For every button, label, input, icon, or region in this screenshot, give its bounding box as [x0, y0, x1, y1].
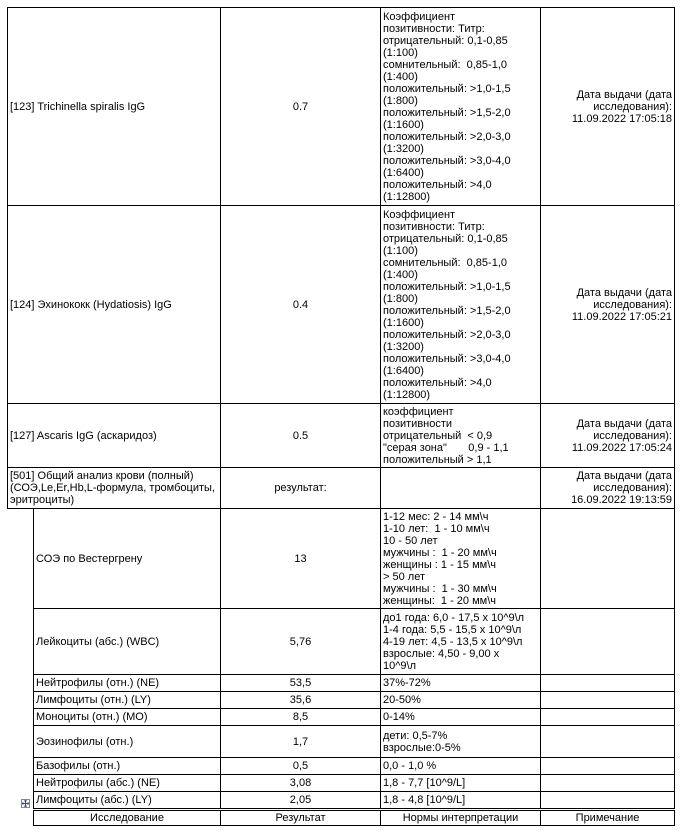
- table-row: [34, 758, 675, 775]
- note-line: исследования):: [593, 298, 672, 311]
- table-row: [34, 775, 675, 792]
- issue-date-note: [541, 692, 675, 709]
- test-name: [123] Trichinella spiralis IgG: [8, 8, 221, 206]
- issue-date-note: [541, 675, 675, 692]
- test-name: Моноциты (отн.) (MO): [34, 709, 221, 726]
- norm-line: отрицательный: 0,1-0,85: [383, 232, 508, 245]
- norm-line: (1:1600): [383, 316, 424, 329]
- norm-line: положительный: >3,0-4,0: [383, 352, 511, 365]
- table-row: [34, 726, 675, 758]
- note-line: 16.09.2022 19:13:59: [571, 494, 672, 506]
- header-research: Исследование: [34, 811, 221, 826]
- table-row: [34, 792, 675, 809]
- header-result: Результат: [221, 811, 381, 826]
- test-result: 0.7: [221, 8, 381, 206]
- norm-line: (1:3200): [383, 340, 424, 353]
- norm-line: взрослые:0-5%: [383, 741, 461, 754]
- test-result: 1,7: [221, 726, 381, 758]
- norm-line: 4-19 лет: 4,5 - 13,5 x 10^9\л: [383, 635, 523, 648]
- norm-line: положительный: >4,0: [383, 376, 492, 389]
- norm-line: позитивности: [383, 417, 453, 430]
- norm-line: положительный: >1,5-2,0: [383, 106, 511, 119]
- test-result: 2,05: [221, 792, 381, 809]
- test-result: результат:: [221, 468, 381, 509]
- norm-line: (1:12800): [383, 388, 431, 401]
- test-name: Нейтрофилы (отн.) (NE): [34, 675, 221, 692]
- norm-line: положительный: >2,0-3,0: [383, 130, 511, 143]
- reference-norms: [381, 509, 541, 609]
- table-row: [8, 206, 675, 404]
- table-row: [34, 709, 675, 726]
- reference-norms: [381, 8, 541, 206]
- note-line: исследования):: [593, 482, 672, 494]
- norm-line: Коэффициент: [383, 208, 456, 221]
- norm-line: (1:6400): [383, 364, 424, 377]
- test-name: Нейтрофилы (абс.) (NE): [34, 775, 221, 792]
- norm-line: (1:800): [383, 94, 418, 107]
- table-row: [34, 692, 675, 709]
- header-norms: Нормы интерпретации: [381, 811, 541, 826]
- norm-line: дети: 0,5-7%: [383, 729, 448, 742]
- norm-line: мужчины : 1 - 30 мм\ч: [383, 582, 497, 595]
- norm-line: 37%-72%: [383, 677, 431, 689]
- reference-norms: [381, 692, 541, 709]
- column-header-footer: [33, 810, 675, 826]
- norm-line: положительный: >1,0-1,5: [383, 280, 511, 293]
- norm-line: 0,0 - 1,0 %: [383, 760, 437, 772]
- issue-date-note: [541, 758, 675, 775]
- note-line: Дата выдачи (дата: [576, 417, 672, 430]
- test-result: 0.5: [221, 404, 381, 468]
- norm-line: отрицательный: 0,1-0,85: [383, 34, 508, 47]
- test-name: [124] Эхинококк (Hydatiosis) IgG: [8, 206, 221, 404]
- norm-line: > 50 лет: [383, 570, 425, 583]
- table-row: [34, 675, 675, 692]
- norm-line: 20-50%: [383, 694, 421, 706]
- test-name: Лимфоциты (абс.) (LY): [34, 792, 221, 809]
- note-line: Дата выдачи (дата: [576, 286, 672, 299]
- norm-line: "серая зона" 0,9 - 1,1: [383, 441, 509, 454]
- header-note: Примечание: [541, 811, 675, 826]
- norm-line: 1-4 года: 5,5 - 15,5 x 10^9\л: [383, 623, 522, 636]
- note-line: 11.09.2022 17:05:18: [571, 112, 672, 125]
- norm-line: женщины : 1 - 15 мм\ч: [383, 558, 496, 571]
- results-table-blood: [33, 508, 675, 809]
- reference-norms: [381, 726, 541, 758]
- test-result: 35,6: [221, 692, 381, 709]
- norm-line: положительный: >2,0-3,0: [383, 328, 511, 341]
- test-result: 53,5: [221, 675, 381, 692]
- table-row: [8, 468, 675, 509]
- norm-line: (1:800): [383, 292, 418, 305]
- norm-line: (1:400): [383, 70, 418, 83]
- issue-date-note: [541, 468, 675, 509]
- norm-line: (1:100): [383, 244, 418, 257]
- test-name: Лимфоциты (отн.) (LY): [34, 692, 221, 709]
- norm-line: (1:1600): [383, 118, 424, 131]
- test-result: 0,5: [221, 758, 381, 775]
- table-row: [8, 8, 675, 206]
- issue-date-note: [541, 206, 675, 404]
- reference-norms: [381, 404, 541, 468]
- norm-line: 1,8 - 4,8 [10^9/L]: [383, 794, 466, 806]
- test-name: СОЭ по Вестергрену: [34, 509, 221, 609]
- issue-date-note: [541, 8, 675, 206]
- test-name: Базофилы (отн.): [34, 758, 221, 775]
- test-result: 13: [221, 509, 381, 609]
- norm-line: положительный > 1,1: [383, 453, 492, 466]
- issue-date-note: [541, 726, 675, 758]
- reference-norms: [381, 792, 541, 809]
- reference-norms: [381, 775, 541, 792]
- reference-norms: [381, 609, 541, 675]
- test-name: Эозинофилы (отн.): [34, 726, 221, 758]
- reference-norms: [381, 675, 541, 692]
- norm-line: 10^9\л: [383, 659, 416, 672]
- note-line: Дата выдачи (дата: [576, 88, 672, 101]
- norm-line: женщины: 1 - 20 мм\ч: [383, 594, 496, 607]
- norm-line: положительный: >3,0-4,0: [383, 154, 511, 167]
- norm-line: отрицательный < 0,9: [383, 429, 493, 442]
- norm-line: мужчины : 1 - 20 мм\ч: [383, 546, 497, 559]
- issue-date-note: [541, 609, 675, 675]
- reference-norms: [381, 709, 541, 726]
- issue-date-note: [541, 404, 675, 468]
- test-result: 3,08: [221, 775, 381, 792]
- norm-line: (1:400): [383, 268, 418, 281]
- norm-line: взрослые: 4,50 - 9,00 x: [383, 647, 500, 660]
- test-result: 0.4: [221, 206, 381, 404]
- reference-norms: [381, 758, 541, 775]
- table-row: [34, 509, 675, 609]
- test-name: [127] Ascaris IgG (аскаридоз): [8, 404, 221, 468]
- norm-line: 1-10 лет: 1 - 10 мм\ч: [383, 522, 490, 535]
- norm-line: до1 года: 6,0 - 17,5 x 10^9\л: [383, 611, 525, 624]
- note-line: исследования):: [593, 100, 672, 113]
- reference-norms: [381, 206, 541, 404]
- note-line: 11.09.2022 17:05:21: [571, 310, 672, 323]
- note-line: исследования):: [593, 429, 672, 442]
- table-row: [34, 609, 675, 675]
- table-move-handle-icon[interactable]: [21, 799, 30, 808]
- test-result: 5,76: [221, 609, 381, 675]
- test-result: 8,5: [221, 709, 381, 726]
- norm-line: сомнительный: 0,85-1,0: [383, 256, 507, 269]
- issue-date-note: [541, 509, 675, 609]
- norm-line: позитивности: Титр:: [383, 220, 485, 233]
- norm-line: коэффициент: [383, 405, 454, 418]
- table-row: [8, 404, 675, 468]
- norm-line: 0-14%: [383, 711, 415, 723]
- test-name: Лейкоциты (абс.) (WBC): [34, 609, 221, 675]
- norm-line: (1:3200): [383, 142, 424, 155]
- norm-line: (1:100): [383, 46, 418, 59]
- norm-line: 10 - 50 лет: [383, 534, 438, 547]
- norm-line: 1-12 мес: 2 - 14 мм\ч: [383, 510, 489, 523]
- norm-line: положительный: >1,5-2,0: [383, 304, 511, 317]
- norm-line: Коэффициент: [383, 10, 456, 23]
- note-line: 11.09.2022 17:05:24: [571, 441, 672, 454]
- test-name: [501] Общий анализ крови (полный)(СОЭ,Le,Er,Hb,L-формула, тромбоциты, эритроциты): [8, 468, 221, 509]
- note-line: Дата выдачи (дата: [576, 470, 672, 482]
- norm-line: позитивности: Титр:: [383, 22, 485, 35]
- norm-line: положительный: >4,0: [383, 178, 492, 191]
- results-table-top: [7, 7, 675, 509]
- norm-line: положительный: >1,0-1,5: [383, 82, 511, 95]
- reference-norms: [381, 468, 541, 509]
- norm-line: сомнительный: 0,85-1,0: [383, 58, 507, 71]
- issue-date-note: [541, 792, 675, 809]
- issue-date-note: [541, 709, 675, 726]
- issue-date-note: [541, 775, 675, 792]
- norm-line: 1,8 - 7,7 [10^9/L]: [383, 777, 466, 789]
- norm-line: (1:12800): [383, 190, 431, 203]
- norm-line: (1:6400): [383, 166, 424, 179]
